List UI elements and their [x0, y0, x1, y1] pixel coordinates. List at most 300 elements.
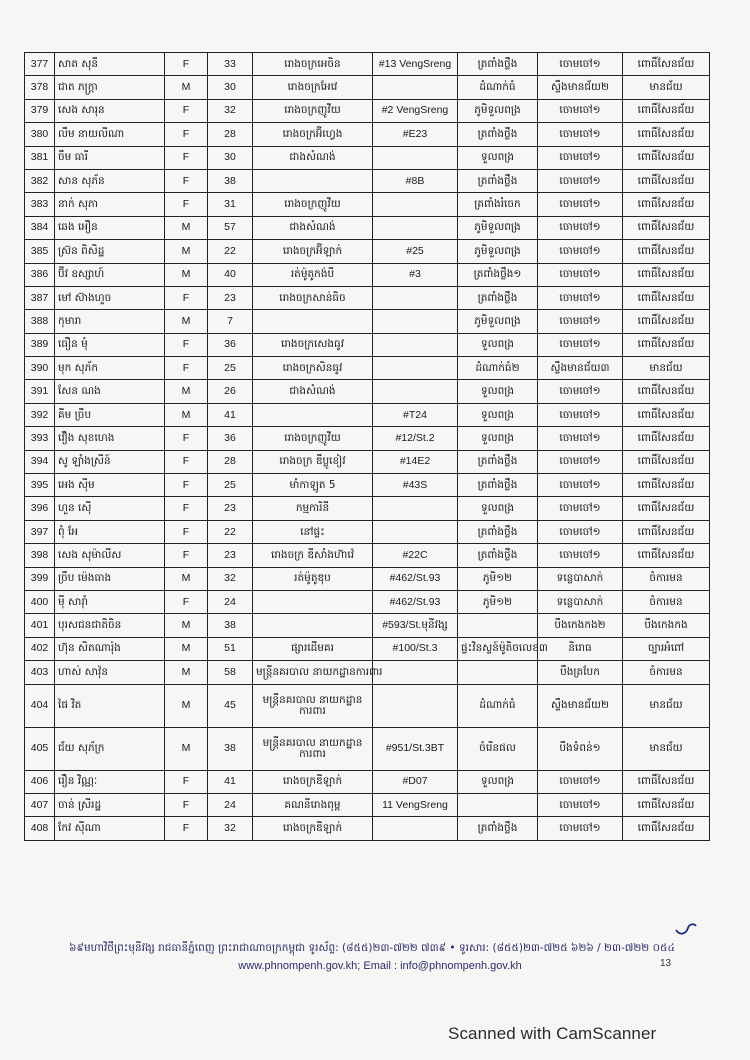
cell-sex: F [165, 770, 208, 793]
cell-name: ធឿន មុំ [55, 333, 165, 356]
cell-commune: ចោមចៅ១ [538, 333, 623, 356]
cell-house [373, 684, 458, 727]
cell-sex: F [165, 169, 208, 192]
cell-workplace: រោងចក្រសិនធូវ [253, 357, 373, 380]
cell-no: 378 [25, 76, 55, 99]
cell-no: 393 [25, 427, 55, 450]
cell-district: ពោធិ៍សែនជ័យ [623, 216, 710, 239]
cell-workplace: មន្ត្រីនគរបាល នាយកដ្ឋានការពារ [253, 727, 373, 770]
cell-commune: ចោមចៅ១ [538, 193, 623, 216]
cell-age: 23 [208, 544, 253, 567]
table-row [25, 637, 710, 660]
cell-workplace: រោងចក្រ ឌីសាំងហ៊ាវ៉េ [253, 544, 373, 567]
cell-age: 23 [208, 286, 253, 309]
cell-district: ចំការមន [623, 590, 710, 613]
cell-sex: M [165, 614, 208, 637]
records-table [24, 52, 710, 841]
cell-commune: ចោមចៅ១ [538, 53, 623, 76]
cell-sex: F [165, 590, 208, 613]
cell-no: 377 [25, 53, 55, 76]
cell-name: ម៉ី សារ៉ាំ [55, 590, 165, 613]
cell-sex: M [165, 76, 208, 99]
cell-workplace [253, 590, 373, 613]
cell-workplace: កម្មការិនី [253, 497, 373, 520]
table-row [25, 169, 710, 192]
table-row [25, 614, 710, 637]
cell-commune: ចោមចៅ១ [538, 240, 623, 263]
cell-age: 36 [208, 427, 253, 450]
cell-name: ហួន ស៊ើ [55, 497, 165, 520]
cell-no: 399 [25, 567, 55, 590]
cell-district: ពោធិ៍សែនជ័យ [623, 450, 710, 473]
cell-village: ភូមិ១២ [458, 567, 538, 590]
cell-no: 386 [25, 263, 55, 286]
footer-address: ៦៩មហាវិថីព្រះមុនីវង្ស រាជធានីភ្នំពេញ ព្រះរាជាណាចក្រកម្ពុជា ទូរស័ព្ទ: (៨៥៥)២៣-៧២២ ៧៣៩ • ទូរសារ: (៨៥៥)២៣-៧២៥ ៦២៦ / ២៣-៧២២ ០៥៤ [69, 942, 675, 954]
cell-name: ពុំ អែ [55, 520, 165, 543]
cell-age: 22 [208, 240, 253, 263]
cell-village: ត្រពាំងថ្លឹង [458, 286, 538, 309]
cell-name: សាន សុភ័ន [55, 169, 165, 192]
cell-workplace: រោងចក្រញូវីយ [253, 193, 373, 216]
table-row [25, 427, 710, 450]
cell-village: ភូមិទួលពង្រ [458, 99, 538, 122]
cell-village: ភូមិទួលពង្រ [458, 310, 538, 333]
cell-village: ទួលពង្រ [458, 403, 538, 426]
table-row [25, 497, 710, 520]
cell-sex: F [165, 474, 208, 497]
cell-workplace [253, 403, 373, 426]
cell-workplace: រោងចក្រឌីឡាក់ [253, 770, 373, 793]
cell-district: ពោធិ៍សែនជ័យ [623, 427, 710, 450]
cell-age: 25 [208, 357, 253, 380]
cell-village: ត្រពាំងរំចេក [458, 193, 538, 216]
cell-house: 11 VengSreng [373, 793, 458, 816]
cell-sex: F [165, 53, 208, 76]
cell-name: វឿង សុខហេង [55, 427, 165, 450]
cell-village: ទួលពង្រ [458, 427, 538, 450]
cell-sex: F [165, 99, 208, 122]
cell-sex: F [165, 286, 208, 309]
cell-no: 389 [25, 333, 55, 356]
cell-workplace [253, 310, 373, 333]
cell-commune: ចោមចៅ១ [538, 817, 623, 840]
cell-workplace: រោងចក្រអេចិន [253, 53, 373, 76]
cell-workplace: នៅផ្ទះ [253, 520, 373, 543]
cell-sex: M [165, 240, 208, 263]
cell-no: 406 [25, 770, 55, 793]
cell-village: ត្រពាំងថ្លឹង [458, 450, 538, 473]
cell-no: 398 [25, 544, 55, 567]
cell-workplace: មាំកាឡូត 5 [253, 474, 373, 497]
cell-house [373, 146, 458, 169]
cell-age: 33 [208, 53, 253, 76]
cell-sex: M [165, 684, 208, 727]
cell-village: ភូមិទួលពង្រ [458, 216, 538, 239]
cell-age: 45 [208, 684, 253, 727]
cell-house [373, 520, 458, 543]
cell-district: ពោធិ៍សែនជ័យ [623, 380, 710, 403]
table-row [25, 661, 710, 684]
cell-name: លឹម នាយលីណា [55, 123, 165, 146]
cell-district: ពោធិ៍សែនជ័យ [623, 169, 710, 192]
cell-village: ទួលពង្រ [458, 333, 538, 356]
cell-name: ជ័យ សុភ័ក្រ [55, 727, 165, 770]
cell-sex: F [165, 544, 208, 567]
cell-district: ចំការមន [623, 567, 710, 590]
cell-no: 397 [25, 520, 55, 543]
table-row [25, 727, 710, 770]
cell-sex: F [165, 123, 208, 146]
cell-name: មៅ ស៊ាងហួច [55, 286, 165, 309]
table-row [25, 684, 710, 727]
cell-age: 38 [208, 169, 253, 192]
cell-sex: M [165, 637, 208, 660]
cell-village: ចំរើនផល [458, 727, 538, 770]
table-row [25, 403, 710, 426]
cell-age: 40 [208, 263, 253, 286]
cell-commune: ចោមចៅ១ [538, 169, 623, 192]
cell-workplace [253, 169, 373, 192]
table-row [25, 450, 710, 473]
cell-village: ត្រពាំងថ្លឹង [458, 544, 538, 567]
cell-age: 25 [208, 474, 253, 497]
cell-age: 58 [208, 661, 253, 684]
cell-workplace: រោងចក្រញូវីយ [253, 99, 373, 122]
cell-village [458, 614, 538, 637]
cell-age: 22 [208, 520, 253, 543]
handwritten-mark-icon [672, 920, 700, 938]
cell-house [373, 333, 458, 356]
cell-age: 32 [208, 99, 253, 122]
cell-workplace [253, 614, 373, 637]
table-row [25, 817, 710, 840]
cell-village: ត្រពាំងថ្លឹង [458, 474, 538, 497]
cell-district: មានជ័យ [623, 76, 710, 99]
cell-age: 41 [208, 403, 253, 426]
cell-house: #13 VengSreng [373, 53, 458, 76]
table-row [25, 286, 710, 309]
cell-no: 384 [25, 216, 55, 239]
table-row [25, 474, 710, 497]
cell-age: 36 [208, 333, 253, 356]
cell-house [373, 76, 458, 99]
cell-sex: M [165, 216, 208, 239]
cell-name: សូ ឡាំងស្រីន៍ [55, 450, 165, 473]
cell-commune: ចោមចៅ១ [538, 380, 623, 403]
cell-sex: M [165, 263, 208, 286]
scanner-watermark: Scanned with CamScanner [448, 1024, 657, 1043]
cell-commune: ទន្លេបាសាក់ [538, 590, 623, 613]
cell-village: ត្រពាំងថ្លឹង [458, 123, 538, 146]
cell-house [373, 216, 458, 239]
cell-sex: F [165, 450, 208, 473]
cell-sex: M [165, 727, 208, 770]
cell-name: ជាត ភក្ត្រា [55, 76, 165, 99]
cell-commune: ចោមចៅ១ [538, 403, 623, 426]
table-row [25, 123, 710, 146]
cell-name: កុមារា [55, 310, 165, 333]
cell-commune: បឹងទំពន់១ [538, 727, 623, 770]
cell-no: 382 [25, 169, 55, 192]
cell-name: ចឹម ធារី [55, 146, 165, 169]
cell-district: ពោធិ៍សែនជ័យ [623, 193, 710, 216]
cell-workplace: រោងចក្រឌីឡាក់ [253, 817, 373, 840]
cell-age: 30 [208, 146, 253, 169]
cell-no: 405 [25, 727, 55, 770]
cell-sex: F [165, 333, 208, 356]
table-row [25, 193, 710, 216]
cell-commune: ចោមចៅ១ [538, 427, 623, 450]
cell-district: ច្បារអំពៅ [623, 637, 710, 660]
cell-village: ត្រពាំងថ្លឹង [458, 520, 538, 543]
cell-district: ពោធិ៍សែនជ័យ [623, 146, 710, 169]
cell-commune: ស្ទឹងមានជ័យ២ [538, 76, 623, 99]
cell-no: 401 [25, 614, 55, 637]
cell-workplace: ជាងសំណង់ [253, 146, 373, 169]
cell-age: 32 [208, 817, 253, 840]
cell-sex: F [165, 193, 208, 216]
cell-commune: ស្ទឹងមានជ័យ៣ [538, 357, 623, 380]
cell-district: ពោធិ៍សែនជ័យ [623, 544, 710, 567]
cell-workplace: មន្ត្រីនគរបាល នាយកដ្ឋានការពារ [253, 661, 373, 684]
cell-name: ហាស់ សាវ៉ុន [55, 661, 165, 684]
cell-district: ពោធិ៍សែនជ័យ [623, 770, 710, 793]
cell-sex: F [165, 357, 208, 380]
cell-house: #951/St.3BT [373, 727, 458, 770]
cell-village: ត្រពាំងថ្លឹង [458, 817, 538, 840]
cell-no: 385 [25, 240, 55, 263]
cell-commune: ចោមចៅ១ [538, 793, 623, 816]
cell-no: 392 [25, 403, 55, 426]
cell-district: ពោធិ៍សែនជ័យ [623, 286, 710, 309]
cell-name: សេង សារុន [55, 99, 165, 122]
cell-no: 404 [25, 684, 55, 727]
cell-commune: ចោមចៅ១ [538, 286, 623, 309]
table-row [25, 310, 710, 333]
cell-house: #E23 [373, 123, 458, 146]
cell-sex: M [165, 403, 208, 426]
page-number: 13 [660, 958, 672, 969]
cell-name: ផៃ វិត [55, 684, 165, 727]
cell-district: ពោធិ៍សែនជ័យ [623, 53, 710, 76]
cell-village: ត្រពាំងថ្លឹង១ [458, 263, 538, 286]
cell-age: 38 [208, 614, 253, 637]
cell-village [458, 661, 538, 684]
cell-village: ភូមិទួលពង្រ [458, 240, 538, 263]
cell-workplace: រោងចក្រ ឌឹប្លូខៀវ [253, 450, 373, 473]
cell-commune: ចោមចៅ១ [538, 310, 623, 333]
cell-district: ចំការមន [623, 661, 710, 684]
cell-commune: បឹងត្របែក [538, 661, 623, 684]
cell-house: #3 [373, 263, 458, 286]
cell-house: #25 [373, 240, 458, 263]
cell-house [373, 310, 458, 333]
cell-commune: ទន្លេបាសាក់ [538, 567, 623, 590]
cell-no: 403 [25, 661, 55, 684]
cell-village: ដំណាក់ធំ២ [458, 357, 538, 380]
cell-age: 26 [208, 380, 253, 403]
cell-name: ច្រឹប ម៉េងធាង [55, 567, 165, 590]
cell-age: 38 [208, 727, 253, 770]
cell-village [458, 793, 538, 816]
cell-sex: F [165, 427, 208, 450]
cell-no: 381 [25, 146, 55, 169]
cell-commune: ចោមចៅ១ [538, 450, 623, 473]
cell-district: ពោធិ៍សែនជ័យ [623, 240, 710, 263]
cell-age: 57 [208, 216, 253, 239]
cell-district: ពោធិ៍សែនជ័យ [623, 817, 710, 840]
cell-age: 30 [208, 76, 253, 99]
table-row [25, 146, 710, 169]
cell-village: ទួលពង្រ [458, 770, 538, 793]
cell-sex: F [165, 793, 208, 816]
cell-no: 383 [25, 193, 55, 216]
table-row [25, 53, 710, 76]
cell-name: អេង ស៊ីម [55, 474, 165, 497]
cell-sex: M [165, 661, 208, 684]
cell-house: #14E2 [373, 450, 458, 473]
cell-workplace: ជាងសំណង់ [253, 216, 373, 239]
cell-commune: ចោមចៅ១ [538, 99, 623, 122]
cell-commune: ចោមចៅ១ [538, 263, 623, 286]
table-row [25, 357, 710, 380]
cell-district: ពោធិ៍សែនជ័យ [623, 520, 710, 543]
cell-age: 28 [208, 450, 253, 473]
cell-district: ពោធិ៍សែនជ័យ [623, 403, 710, 426]
cell-name: ចាន់ ស្រីរដ្ឋ [55, 793, 165, 816]
cell-village: ត្រពាំងថ្លឹង [458, 169, 538, 192]
cell-commune: ចោមចៅ១ [538, 497, 623, 520]
table-row [25, 76, 710, 99]
cell-workplace: រោងចក្រអ៊ីហ្វេង [253, 123, 373, 146]
cell-age: 24 [208, 793, 253, 816]
cell-sex: F [165, 146, 208, 169]
cell-commune: ចោមចៅ១ [538, 474, 623, 497]
cell-age: 7 [208, 310, 253, 333]
cell-district: ពោធិ៍សែនជ័យ [623, 474, 710, 497]
cell-house [373, 380, 458, 403]
cell-house: #12/St.2 [373, 427, 458, 450]
cell-sex: M [165, 380, 208, 403]
cell-district: ពោធិ៍សែនជ័យ [623, 333, 710, 356]
cell-house: #8B [373, 169, 458, 192]
cell-no: 391 [25, 380, 55, 403]
cell-name: មុក សុភ័ក [55, 357, 165, 380]
cell-age: 32 [208, 567, 253, 590]
cell-house: #100/St.3 [373, 637, 458, 660]
table-row [25, 263, 710, 286]
table-row [25, 520, 710, 543]
cell-sex: M [165, 310, 208, 333]
cell-house [373, 817, 458, 840]
cell-name: គីម ច្រឹប [55, 403, 165, 426]
cell-house [373, 193, 458, 216]
cell-workplace: គណនីរោងពុម្ព [253, 793, 373, 816]
cell-name: កែវ ស៊ីណា [55, 817, 165, 840]
cell-workplace: ផ្សារដើមគរ [253, 637, 373, 660]
table-row [25, 333, 710, 356]
cell-workplace: រោងចក្រសាន់ធិច [253, 286, 373, 309]
cell-no: 387 [25, 286, 55, 309]
cell-commune: ស្ទឹងមានជ័យ២ [538, 684, 623, 727]
table-row [25, 544, 710, 567]
cell-no: 379 [25, 99, 55, 122]
cell-workplace: រត់ម៉ូតូកង់បី [253, 263, 373, 286]
cell-district: ពោធិ៍សែនជ័យ [623, 99, 710, 122]
cell-commune: ចោមចៅ១ [538, 544, 623, 567]
cell-village: ទួលពង្រ [458, 146, 538, 169]
cell-district: ពោធិ៍សែនជ័យ [623, 310, 710, 333]
cell-sex: F [165, 497, 208, 520]
cell-commune: ចោមចៅ១ [538, 770, 623, 793]
cell-workplace: រោងចក្រសេងធូវ [253, 333, 373, 356]
cell-house [373, 661, 458, 684]
cell-district: បឹងកេងកង [623, 614, 710, 637]
cell-name: រឿន វិណ្ណៈ [55, 770, 165, 793]
footer-website: www.phnompenh.gov.kh; Email : info@phnompenh.gov.kh [238, 960, 522, 972]
cell-age: 28 [208, 123, 253, 146]
cell-commune: ចោមចៅ១ [538, 216, 623, 239]
cell-workplace: រោងចក្រញូវីយ [253, 427, 373, 450]
cell-name: ស្រ៊ន ពិសិដ្ឋ [55, 240, 165, 263]
cell-age: 23 [208, 497, 253, 520]
cell-village: ផ្ទះវិនស្ទន៍ម៉ូតិចលេខ៣ [458, 637, 538, 660]
cell-no: 395 [25, 474, 55, 497]
cell-sex: F [165, 520, 208, 543]
cell-no: 396 [25, 497, 55, 520]
cell-district: មានជ័យ [623, 357, 710, 380]
cell-no: 390 [25, 357, 55, 380]
cell-name: សេង សុម៉ាលីស [55, 544, 165, 567]
cell-no: 380 [25, 123, 55, 146]
cell-village: ដំណាក់ធំ [458, 684, 538, 727]
cell-district: មានជ័យ [623, 684, 710, 727]
cell-commune: ចោមចៅ១ [538, 146, 623, 169]
cell-commune: និរោធ [538, 637, 623, 660]
table-row [25, 567, 710, 590]
cell-district: ពោធិ៍សែនជ័យ [623, 123, 710, 146]
cell-no: 408 [25, 817, 55, 840]
cell-house [373, 357, 458, 380]
cell-sex: F [165, 817, 208, 840]
cell-house: #593/St.មុនីវង្ស [373, 614, 458, 637]
cell-house: #D07 [373, 770, 458, 793]
cell-district: ពោធិ៍សែនជ័យ [623, 793, 710, 816]
cell-house: #T24 [373, 403, 458, 426]
cell-district: ពោធិ៍សែនជ័យ [623, 263, 710, 286]
cell-village: ភូមិ១២ [458, 590, 538, 613]
records-body [25, 53, 710, 841]
cell-house: #462/St.93 [373, 567, 458, 590]
cell-commune: ចោមចៅ១ [538, 123, 623, 146]
cell-name: ហ៊ុន សិតណារ៉ុង [55, 637, 165, 660]
cell-age: 24 [208, 590, 253, 613]
cell-name: សាត សុនី [55, 53, 165, 76]
cell-house: #2 VengSreng [373, 99, 458, 122]
cell-village: ដំណាក់ធំ [458, 76, 538, 99]
cell-house [373, 497, 458, 520]
cell-workplace: រោងចក្រអែវេ [253, 76, 373, 99]
cell-sex: M [165, 567, 208, 590]
cell-workplace: រោងចក្រអ៊ីឡាក់ [253, 240, 373, 263]
cell-no: 400 [25, 590, 55, 613]
cell-workplace: រត់ម៉ូតូឌុប [253, 567, 373, 590]
cell-house [373, 286, 458, 309]
table-row [25, 240, 710, 263]
table-row [25, 380, 710, 403]
cell-no: 407 [25, 793, 55, 816]
cell-district: ពោធិ៍សែនជ័យ [623, 497, 710, 520]
